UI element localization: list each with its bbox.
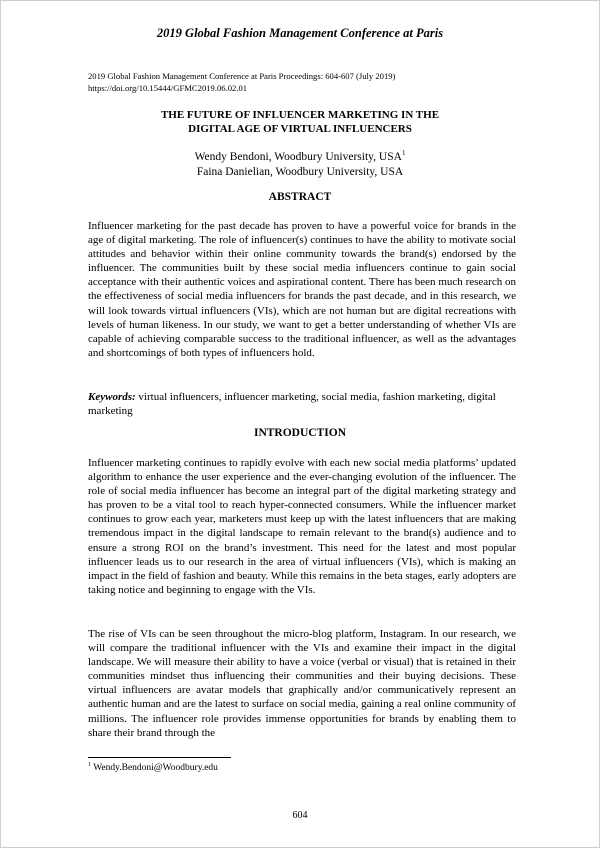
keywords-text: virtual influencers, influencer marketing, social media, fashion marketing, digital marketing: [88, 391, 496, 418]
title-line-2: DIGITAL AGE OF VIRTUAL INFLUENCERS: [188, 123, 412, 135]
introduction-heading: INTRODUCTION: [253, 427, 346, 439]
intro-paragraph-1: Influencer marketing continues to rapidly evolve with each new social media platforms’ updated algorithm to enhance the user experience and the ever-changing evolution of the influencer. The role of social media influencer has become an integral part of the digital marketing strategy and has proven to be a vital tool to reach hyper-connected consumers. While the influencer market continues to grow each year, marketers must keep up with the latest influencers that are making tremendous impact in the digital landscape to remain relevant to the brand(s) audience and to ensure a strong ROI on the brand’s investment. This need for the latest and most popular influencer leads us to our research in the area of virtual influencers (VIs), which is making an impact in the field of fashion and beauty. While this remains in the beta stages, early adopters are taking notice and beginning to engage with the VIs.: [88, 457, 516, 596]
footnote-email[interactable]: Wendy.Bendoni@Woodbury.edu: [91, 763, 218, 773]
footnote-mark: 1: [88, 761, 91, 768]
author-1-name: Wendy Bendoni, Woodbury University, USA: [194, 151, 402, 163]
doi-link[interactable]: https://doi.org/10.15444/GFMC2019.06.02.01: [88, 83, 248, 93]
footnote-divider: [88, 757, 231, 758]
proceedings-citation: 2019 Global Fashion Management Conference at Paris Proceedings: 604-607 (July 2019): [88, 71, 396, 81]
conference-header: 2019 Global Fashion Management Conference at Paris: [156, 26, 444, 40]
author-1: [0, 150, 600, 165]
footnote: [88, 763, 218, 773]
proceedings-info: [88, 70, 518, 94]
keywords-label: Keywords:: [88, 391, 136, 403]
keywords: [88, 390, 516, 418]
author-1-footnote-mark: 1: [401, 149, 406, 158]
page-number: 604: [292, 810, 308, 821]
abstract-heading: ABSTRACT: [268, 191, 332, 203]
paper-title: [0, 108, 600, 136]
title-line-1: THE FUTURE OF INFLUENCER MARKETING IN THE: [160, 109, 440, 121]
abstract-text: Influencer marketing for the past decade has proven to have a powerful voice for brands in the age of digital marketing. The role of influencer(s) continues to have the ability to motivate social attitudes and behavior within their online community towards the brand(s) endorsed by the influencer. The communities built by these social media influencers continue to gain social acceptance with their authentic voices and aspirational content. There has been much research on the effectiveness of social media influencers for brands the past decade, and in this research, we will look towards virtual influencers (VIs), which are not human but are digital recreations with levels of human likeness. In our study, we want to get a better understanding of whether VIs are capable of achieving comparable success to the traditional influencer, as well as the advantages and shortcomings of both types of influencers hold.: [88, 220, 516, 359]
author-block: [0, 150, 600, 180]
intro-paragraph-2: The rise of VIs can be seen throughout the micro-blog platform, Instagram. In our research, we will compare the traditional influencer with the VIs and examine their impact in the digital landscape. We will measure their ability to have a voice (verbal or visual) that is retained in their communities mindset thus influencing their communities and their buying decisions. These virtual influencers are avatar models that graphically and/or communicatively represent an authentic human and are the latest to surface on social media, gaining a real online community of millions. The influencer role provides immense opportunities for brands by enabling them to share their brand through the: [88, 628, 516, 739]
author-2: Faina Danielian, Woodbury University, USA: [196, 166, 404, 178]
